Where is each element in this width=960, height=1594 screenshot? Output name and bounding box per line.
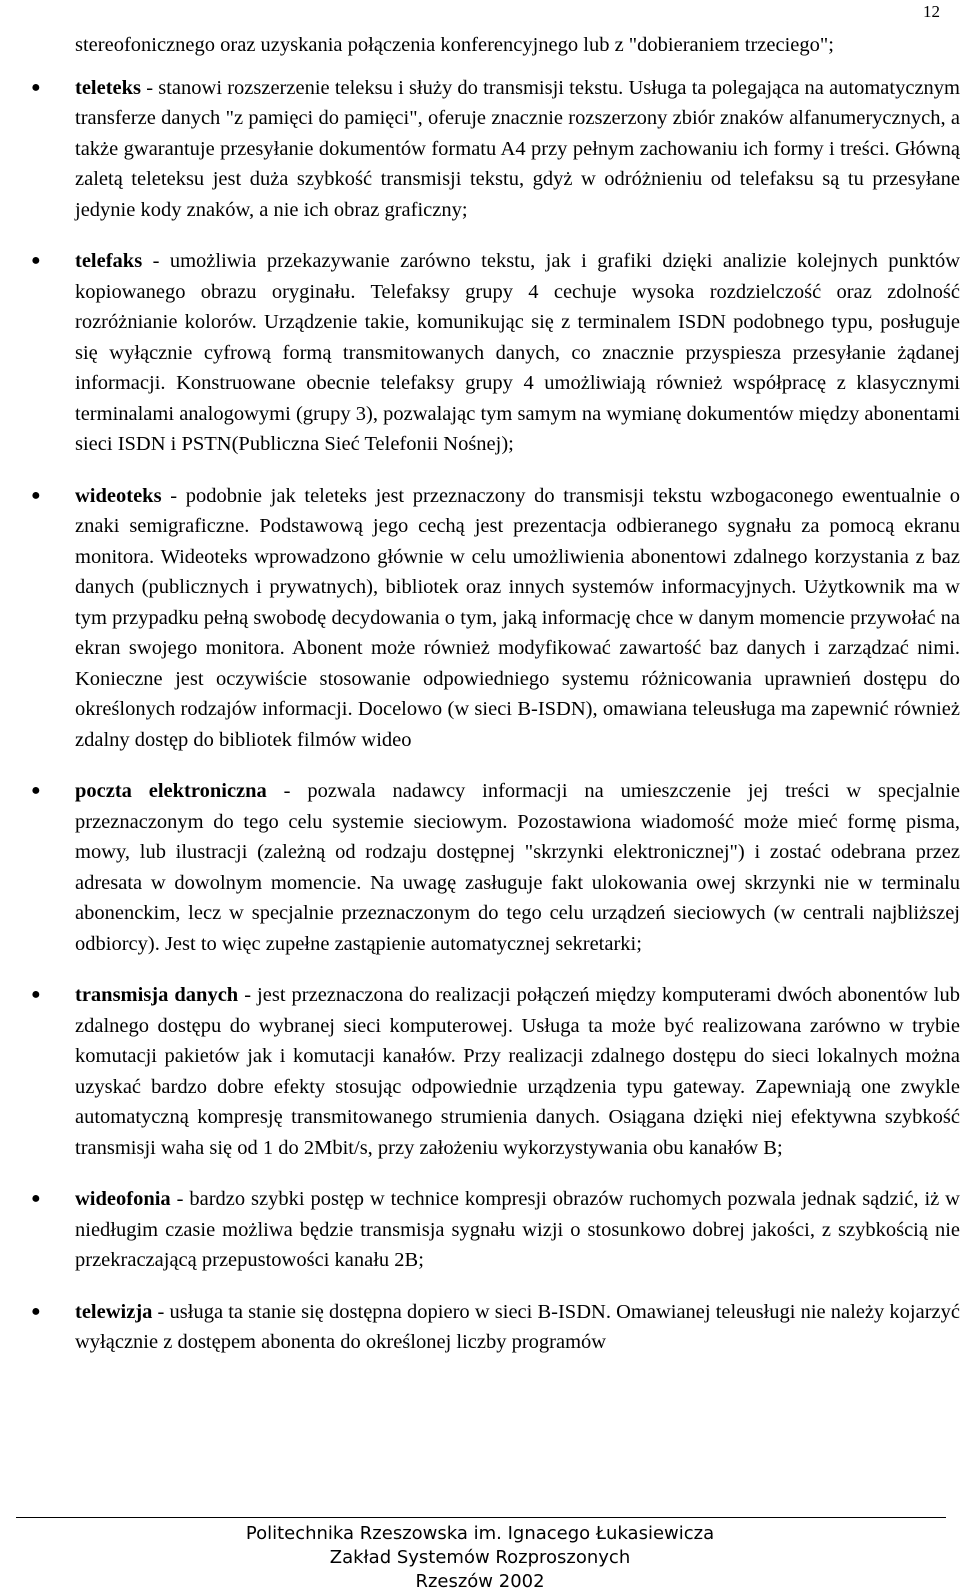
list-item-telewizja (30, 1297, 960, 1358)
term-label: teleteks (75, 76, 142, 99)
item-text: - stanowi rozszerzenie teleksu i służy do transmisji tekstu. Usługa ta polegająca na automatycznym transferze danych "z pamięci do pamięci", oferuje znacznie rozszerzony zbiór znaków alfanumerycznych, a także gwarantuje przesyłanie dokumentów formatu A4 przy pełnym zachowaniu ich formy i treści. Główną zaletą teleteksu jest duża szybkość transmisji tekstu, gdyż w odróżnieniu od telefaksu są tu przesyłane jedynie kody znaków, a nie ich obraz graficzny; (75, 76, 960, 221)
services-list (30, 73, 960, 1358)
bullet-icon: ● (31, 1190, 41, 1207)
document-body (30, 30, 960, 1379)
footer-divider (16, 1517, 946, 1518)
continuation-paragraph: stereofonicznego oraz uzyskania połączenia konferencyjnego lub z "dobieraniem trzeciego"; (75, 34, 834, 56)
footer-department: Zakład Systemów Rozproszonych (329, 1547, 631, 1568)
list-item-transmisja-danych (30, 980, 960, 1163)
item-text: - podobnie jak teleteks jest przeznaczony do transmisji tekstu wzbogaconego ewentualnie o znaki semigraficzne. Podstawową jego cechą jest prezentacja odbieranego sygnału za pomocą ekranu monitora. Wideoteks wprowadzono głównie w celu umożliwienia abonentowi zdalnego korzystania z baz danych (publicznych i prywatnych), bibliotek oraz innych systemów informacyjnych. Użytkownik ma w tym przypadku pełną swobodę decydowania o tym, jaką informację chce w danym momencie przywołać na ekran swojego monitora. Abonent może również modyfikować zawartość baz danych i zarządzać nimi. Konieczne jest oczywiście stosowanie odpowiedniego systemu różnicowania uprawnień dostępu do określonych rodzajów informacji. Docelowo (w sieci B-ISDN), omawiana teleusługa ma zapewnić również zdalny dostęp do bibliotek filmów wideo (75, 484, 960, 751)
term-label: telewizja (75, 1300, 153, 1323)
item-text: - umożliwia przekazywanie zarówno tekstu, jak i grafiki dzięki analizie kolejnych punktów kopiowanego obrazu oryginału. Telefaksy grupy 4 cechuje wysoka rozdzielczość oraz zdolność rozróżnianie kolorów. Urządzenie takie, komunikując się z terminalem ISDN podobnego typu, posługuje się wyłącznie cyfrową formą transmitowanych danych, co znacznie przyspiesza przesyłanie żądanej informacji. Konstruowane obecnie telefaksy grupy 4 umożliwiają również współpracę z klasycznymi terminalami analogowymi (grupy 3), pozwalając tym samym na wymianę dokumentów między abonentami sieci ISDN i PSTN(Publiczna Sieć Telefonii Nośnej); (75, 250, 960, 455)
bullet-icon: ● (31, 486, 41, 504)
item-text: - pozwala nadawcy informacji na umieszczenie jej treści w specjalnie przeznaczonym do tego celu systemie sieciowym. Pozostawiona wiadomość może mieć formę pisma, mowy, lub ilustracji (zależną od rodzaju dostępnej "skrzynki elektronicznej") i zostać odebrana przez adresata w dowolnym momencie. Na uwagę zasługuje fakt ulokowania owej skrzynki nie w terminalu abonenckim, lecz w specjalnie przeznaczonym do tego celu urządzeń sieciowych (w centrali najbliższej odbiorcy). Jest to więc zupełne zastąpienie automatycznej sekretarki; (75, 780, 960, 955)
list-item-telefaks (30, 246, 960, 460)
term-label: wideoteks (75, 484, 162, 507)
bullet-icon: ● (31, 1302, 41, 1320)
list-item-poczta-elektroniczna (30, 776, 960, 959)
page-footer (0, 1522, 960, 1594)
term-label: telefaks (75, 250, 143, 272)
list-item-wideoteks (30, 481, 960, 756)
footer-place-year: Rzeszów 2002 (415, 1571, 545, 1592)
item-text: - jest przeznaczona do realizacji połączeń między komputerami dwóch abonentów lub zdalnego dostępu do wybranej sieci komputerowej. Usługa ta może być realizowana zarówno w trybie komutacji pakietów jak i komutacji kanałów. Przy realizacji zdalnego dostępu do sieci lokalnych można uzyskać bardzo dobre efekty stosując odpowiednie urządzenia typu gateway. Zapewniają one zwykle automatyczną kompresję transmitowanego strumienia danych. Osiągana dzięki niej efektywna szybkość transmisji waha się od 1 do 2Mbit/s, przy założeniu wykorzystywania obu kanałów B; (75, 984, 960, 1159)
term-label: wideofonia (75, 1188, 171, 1210)
item-text: - usługa ta stanie się dostępna dopiero w sieci B-ISDN. Omawianej teleusługi nie należy kojarzyć wyłącznie z dostępem abonenta do określonej liczby programów (75, 1300, 960, 1353)
list-item-wideofonia (30, 1184, 960, 1276)
bullet-icon: ● (31, 986, 41, 1003)
bullet-icon: ● (31, 782, 41, 799)
term-label: poczta elektroniczna (75, 780, 267, 802)
page-number: 12 (923, 2, 940, 21)
term-label: transmisja danych (75, 984, 239, 1006)
bullet-icon: ● (31, 78, 41, 96)
list-item-teleteks (30, 73, 960, 226)
item-text: - bardzo szybki postęp w technice kompresji obrazów ruchomych pozwala jednak sądzić, iż w niedługim czasie możliwa będzie transmisja sygnału wizji o stosunkowo dobrej jakości, z szybkością nie przekraczającą przepustowości kanału 2B; (75, 1188, 960, 1271)
bullet-icon: ● (31, 252, 41, 269)
footer-university: Politechnika Rzeszowska im. Ignacego Łukasiewicza (245, 1523, 715, 1544)
